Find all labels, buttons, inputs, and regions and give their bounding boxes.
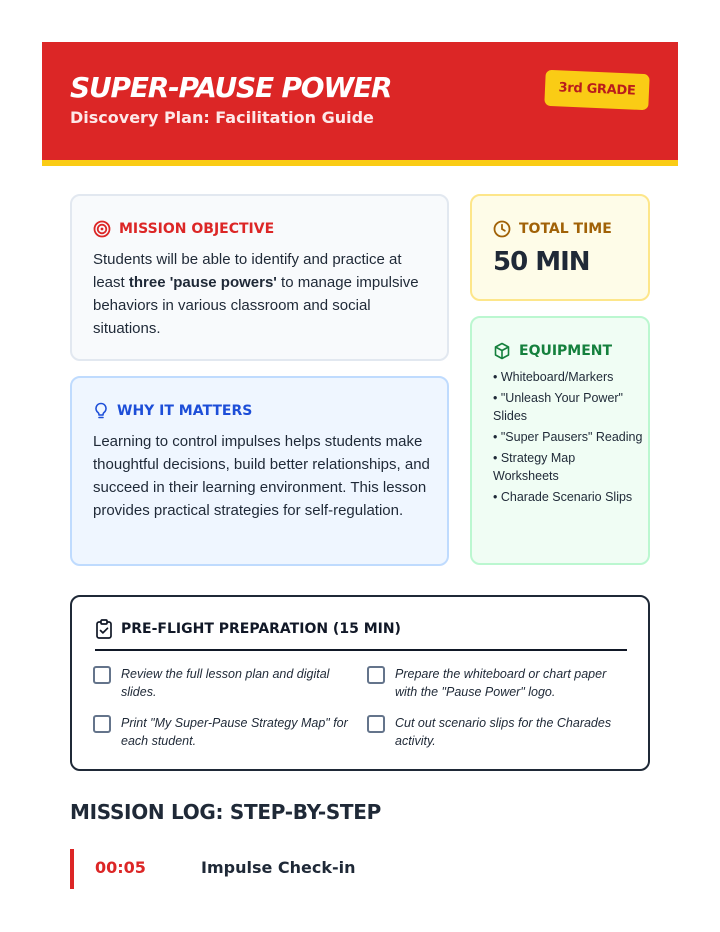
mission-text-emphasis: three 'pause powers': [128, 274, 277, 291]
why-it-matters-card: [70, 376, 449, 566]
equipment-heading: EQUIPMENT: [519, 343, 613, 359]
equipment-card: [470, 316, 650, 565]
checklist-item-text: Print "My Super-Pause Strategy Map" for each student.: [121, 716, 348, 748]
equipment-item: • Whiteboard/Markers: [493, 370, 614, 384]
equipment-list: [493, 368, 643, 509]
preparation-heading: PRE-FLIGHT PREPARATION (15 MIN): [121, 621, 401, 637]
why-it-matters-heading: WHY IT MATTERS: [117, 403, 253, 419]
total-time-heading: TOTAL TIME: [519, 221, 612, 237]
header-banner: [42, 42, 678, 166]
checkbox[interactable]: [367, 715, 385, 733]
equipment-item: • "Unleash Your Power" Slides: [493, 391, 623, 423]
preparation-checklist: [70, 595, 650, 771]
grade-badge: 3rd GRADE: [544, 70, 649, 111]
preparation-header: [95, 619, 401, 639]
checklist-item[interactable]: [93, 714, 353, 750]
equipment-header: [493, 342, 612, 360]
page-title: SUPER-PAUSE POWER: [70, 71, 392, 104]
why-it-matters-header: [93, 402, 252, 420]
checkbox[interactable]: [367, 666, 385, 684]
target-icon: [93, 220, 111, 238]
checklist-item-text: Prepare the whiteboard or chart paper with the "Pause Power" logo.: [395, 667, 607, 699]
divider: [95, 649, 627, 651]
step-name: Impulse Check-in: [201, 858, 356, 877]
checkbox[interactable]: [93, 666, 111, 684]
mission-text-part: to manage impulsive behaviors in various classroom and social situations.: [93, 274, 419, 337]
mission-objective-header: [93, 220, 274, 238]
clipboard-check-icon: [95, 619, 113, 639]
equipment-item: • "Super Pausers" Reading: [493, 430, 643, 444]
total-time-header: [493, 220, 612, 238]
lightbulb-icon: [93, 402, 109, 420]
checklist-item-text: Review the full lesson plan and digital slides.: [121, 667, 330, 699]
checkbox[interactable]: [93, 715, 111, 733]
checklist-item[interactable]: [93, 665, 353, 701]
mission-log-heading: MISSION LOG: STEP-BY-STEP: [70, 800, 381, 824]
mission-text-part: Students will be able to identify and practice at least: [93, 251, 402, 291]
total-time-value: 50 MIN: [493, 247, 590, 277]
checklist-item-text: Cut out scenario slips for the Charades activity.: [395, 716, 612, 748]
box-icon: [493, 342, 511, 360]
checklist-item[interactable]: [367, 714, 627, 750]
mission-objective-text: [93, 248, 433, 340]
clock-icon: [493, 220, 511, 238]
equipment-item: • Charade Scenario Slips: [493, 490, 633, 504]
equipment-item: • Strategy Map Worksheets: [493, 451, 576, 483]
total-time-card: [470, 194, 650, 301]
mission-log-step: [70, 849, 650, 889]
mission-objective-card: [70, 194, 449, 361]
step-time: 00:05: [95, 858, 146, 877]
mission-objective-heading: MISSION OBJECTIVE: [119, 221, 275, 237]
checklist-item[interactable]: [367, 665, 627, 701]
page-subtitle: Discovery Plan: Facilitation Guide: [70, 108, 374, 127]
why-it-matters-text: Learning to control impulses helps students make thoughtful decisions, build better relationships, and succeed in their learning environment. This lesson provides practical strategies for self-regulation.: [93, 433, 430, 519]
